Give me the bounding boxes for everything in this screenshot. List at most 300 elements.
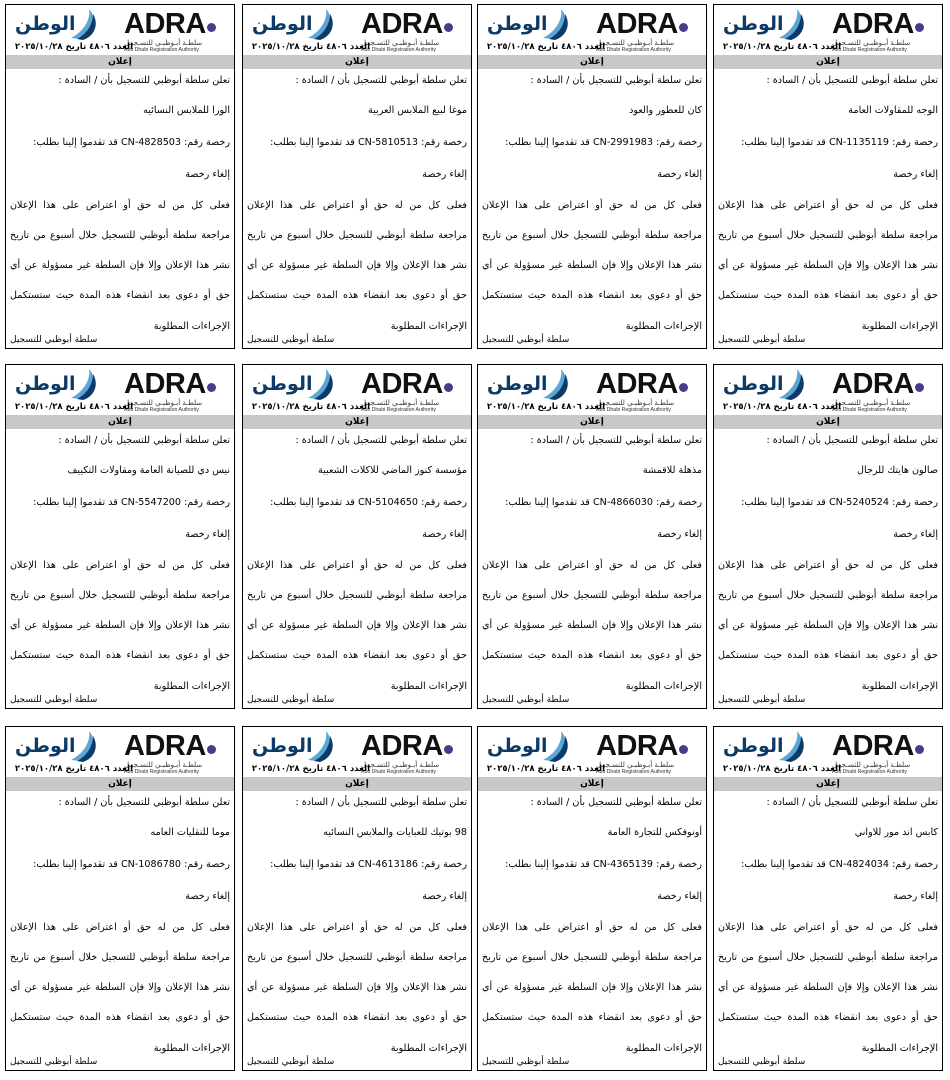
notice-header: [478, 727, 706, 777]
body-line-2: مراجعة سلطة أبوظبي للتسجيل خلال أسبوع من تاريخ: [247, 230, 467, 241]
notice-header: [714, 5, 942, 55]
notice-card-6: [477, 364, 707, 709]
adra-wordmark: ADRA: [596, 730, 678, 762]
alwatan-wordmark: الوطن: [15, 373, 76, 395]
license-number: CN-4828503: [120, 137, 182, 148]
notice-intro: تعلن سلطة أبوظبي للتسجيل بأن / السادة :: [58, 797, 230, 808]
body-line-4: حق أو دعوى بعد انقضاء هذه المدة حيث ستستكمل: [247, 650, 467, 661]
body-line-1: فعلى كل من له حق أو اعتراض على هذا الإعلان: [718, 200, 938, 211]
issue-date: العدد ٤٨٠٦ تاريخ ٢٠٢٥/١٠/٢٨: [14, 42, 133, 52]
license-line: [10, 859, 230, 871]
license-prefix: رخصة رقم:: [892, 137, 938, 148]
body-line-2: مراجعة سلطة أبوظبي للتسجيل خلال أسبوع من تاريخ: [247, 590, 467, 601]
notice-intro: تعلن سلطة أبوظبي للتسجيل بأن / السادة :: [295, 797, 467, 808]
license-number: CN-1086780: [120, 859, 182, 870]
adra-dot-icon: [679, 383, 688, 392]
body-line-2: مراجعة سلطة أبوظبي للتسجيل خلال أسبوع من تاريخ: [247, 952, 467, 963]
adra-logo: [596, 731, 700, 775]
signature: سلطة أبوظبي للتسجيل: [10, 695, 98, 705]
adra-english-name: Abu Dhabi Registration Authority: [832, 407, 907, 413]
body-line-1: فعلى كل من له حق أو اعتراض على هذا الإعلان: [718, 922, 938, 933]
announce-title: إعلان: [243, 55, 471, 69]
body-line-2: مراجعة سلطة أبوظبي للتسجيل خلال أسبوع من تاريخ: [482, 590, 702, 601]
notice-body: [10, 435, 230, 708]
license-number: CN-5104650: [357, 497, 419, 508]
body-line-4: حق أو دعوى بعد انقضاء هذه المدة حيث ستستكمل: [247, 290, 467, 301]
issue-date: العدد ٤٨٠٦ تاريخ ٢٠٢٥/١٠/٢٨: [14, 402, 133, 412]
body-line-5: الإجراءات المطلوبة: [390, 1043, 467, 1054]
license-suffix: قد تقدموا إلينا بطلب:: [741, 137, 826, 148]
request-type: إلغاء رخصة: [657, 169, 702, 180]
body-line-2: مراجعة سلطة أبوظبي للتسجيل خلال أسبوع من تاريخ: [482, 230, 702, 241]
alwatan-logo: [11, 8, 133, 52]
company-name: مؤسسة كنوز الماضي للاكلات الشعبية: [318, 465, 467, 476]
notice-header: [478, 5, 706, 55]
license-prefix: رخصة رقم:: [656, 497, 702, 508]
body-line-3: نشر هذا الإعلان وإلا فإن السلطة غير مسؤولة عن أي: [482, 982, 702, 993]
body-line-2: مراجعة سلطة أبوظبي للتسجيل خلال أسبوع من تاريخ: [718, 230, 938, 241]
body-line-1: فعلى كل من له حق أو اعتراض على هذا الإعلان: [482, 560, 702, 571]
notice-header: [478, 365, 706, 415]
announce-title: إعلان: [714, 55, 942, 69]
license-suffix: قد تقدموا إلينا بطلب:: [505, 497, 590, 508]
license-line: [482, 497, 702, 509]
adra-english-name: Abu Dhabi Registration Authority: [596, 407, 671, 413]
adra-wordmark: ADRA: [596, 8, 678, 40]
body-line-3: نشر هذا الإعلان وإلا فإن السلطة غير مسؤولة عن أي: [247, 260, 467, 271]
license-line: [482, 859, 702, 871]
notice-card-3: [242, 4, 472, 349]
request-type: إلغاء رخصة: [422, 529, 467, 540]
adra-arabic-name: سلطـة أبـوظبـي للتسـجيـل: [124, 39, 203, 47]
alwatan-wordmark: الوطن: [723, 373, 784, 395]
announce-title: إعلان: [478, 415, 706, 429]
license-prefix: رخصة رقم:: [184, 497, 230, 508]
license-number: CN-1135119: [828, 137, 890, 148]
announce-title: إعلان: [6, 55, 234, 69]
signature: سلطة أبوظبي للتسجيل: [482, 335, 570, 345]
body-line-3: نشر هذا الإعلان وإلا فإن السلطة غير مسؤولة عن أي: [10, 620, 230, 631]
body-line-4: حق أو دعوى بعد انقضاء هذه المدة حيث ستستكمل: [10, 1012, 230, 1023]
body-line-1: فعلى كل من له حق أو اعتراض على هذا الإعلان: [482, 200, 702, 211]
request-type: إلغاء رخصة: [185, 891, 230, 902]
notice-header: [714, 365, 942, 415]
license-line: [247, 137, 467, 149]
license-number: CN-2991983: [592, 137, 654, 148]
license-number: CN-4866030: [592, 497, 654, 508]
request-type: إلغاء رخصة: [893, 169, 938, 180]
notice-header: [714, 727, 942, 777]
notice-header: [243, 5, 471, 55]
signature: سلطة أبوظبي للتسجيل: [10, 1057, 98, 1067]
license-suffix: قد تقدموا إلينا بطلب:: [270, 137, 355, 148]
company-name: موغا لبيع الملابس العربية: [368, 105, 467, 116]
adra-dot-icon: [915, 23, 924, 32]
body-line-2: مراجعة سلطة أبوظبي للتسجيل خلال أسبوع من تاريخ: [10, 590, 230, 601]
notice-body: [482, 435, 702, 708]
adra-wordmark: ADRA: [124, 8, 206, 40]
license-suffix: قد تقدموا إلينا بطلب:: [270, 859, 355, 870]
adra-dot-icon: [444, 745, 453, 754]
adra-wordmark: ADRA: [832, 8, 914, 40]
company-name: نيس دي للصيانة العامة ومقاولات التكييف: [67, 465, 230, 476]
license-number: CN-5547200: [120, 497, 182, 508]
adra-dot-icon: [444, 23, 453, 32]
body-line-1: فعلى كل من له حق أو اعتراض على هذا الإعلان: [10, 922, 230, 933]
license-prefix: رخصة رقم:: [656, 137, 702, 148]
issue-date: العدد ٤٨٠٦ تاريخ ٢٠٢٥/١٠/٢٨: [486, 764, 605, 774]
license-line: [247, 859, 467, 871]
signature: سلطة أبوظبي للتسجيل: [247, 335, 335, 345]
notice-body: [718, 75, 938, 348]
alwatan-logo: [719, 8, 841, 52]
adra-dot-icon: [915, 745, 924, 754]
license-prefix: رخصة رقم:: [421, 859, 467, 870]
adra-logo: [596, 369, 700, 413]
notice-card-11: [242, 726, 472, 1071]
announce-title: إعلان: [714, 777, 942, 791]
body-line-5: الإجراءات المطلوبة: [625, 681, 702, 692]
issue-date: العدد ٤٨٠٦ تاريخ ٢٠٢٥/١٠/٢٨: [251, 764, 370, 774]
adra-arabic-name: سلطـة أبـوظبـي للتسـجيـل: [361, 399, 440, 407]
announce-title: إعلان: [6, 777, 234, 791]
notice-card-2: [477, 4, 707, 349]
body-line-5: الإجراءات المطلوبة: [861, 321, 938, 332]
adra-english-name: Abu Dhabi Registration Authority: [361, 769, 436, 775]
body-line-1: فعلى كل من له حق أو اعتراض على هذا الإعلان: [718, 560, 938, 571]
notice-body: [482, 797, 702, 1070]
adra-wordmark: ADRA: [124, 368, 206, 400]
license-line: [10, 497, 230, 509]
body-line-3: نشر هذا الإعلان وإلا فإن السلطة غير مسؤولة عن أي: [10, 982, 230, 993]
adra-english-name: Abu Dhabi Registration Authority: [596, 769, 671, 775]
notice-header: [243, 727, 471, 777]
adra-english-name: Abu Dhabi Registration Authority: [124, 407, 199, 413]
body-line-5: الإجراءات المطلوبة: [390, 321, 467, 332]
issue-date: العدد ٤٨٠٦ تاريخ ٢٠٢٥/١٠/٢٨: [722, 764, 841, 774]
license-suffix: قد تقدموا إلينا بطلب:: [505, 137, 590, 148]
announce-title: إعلان: [478, 55, 706, 69]
body-line-4: حق أو دعوى بعد انقضاء هذه المدة حيث ستستكمل: [482, 650, 702, 661]
request-type: إلغاء رخصة: [422, 891, 467, 902]
body-line-4: حق أو دعوى بعد انقضاء هذه المدة حيث ستستكمل: [718, 1012, 938, 1023]
issue-date: العدد ٤٨٠٦ تاريخ ٢٠٢٥/١٠/٢٨: [251, 402, 370, 412]
alwatan-wordmark: الوطن: [723, 735, 784, 757]
license-line: [10, 137, 230, 149]
body-line-4: حق أو دعوى بعد انقضاء هذه المدة حيث ستستكمل: [482, 290, 702, 301]
alwatan-wordmark: الوطن: [15, 13, 76, 35]
body-line-1: فعلى كل من له حق أو اعتراض على هذا الإعلان: [247, 200, 467, 211]
adra-logo: [124, 369, 228, 413]
alwatan-logo: [248, 368, 370, 412]
body-line-1: فعلى كل من له حق أو اعتراض على هذا الإعلان: [10, 200, 230, 211]
alwatan-logo: [483, 368, 605, 412]
notice-body: [247, 435, 467, 708]
alwatan-wordmark: الوطن: [487, 735, 548, 757]
adra-dot-icon: [679, 23, 688, 32]
alwatan-wordmark: الوطن: [723, 13, 784, 35]
notice-header: [6, 5, 234, 55]
company-name: مذهلة للاقمشة: [642, 465, 702, 476]
company-name: الوجه للمقاولات العامة: [848, 105, 938, 116]
license-number: CN-4365139: [592, 859, 654, 870]
signature: سلطة أبوظبي للتسجيل: [482, 1057, 570, 1067]
notice-header: [6, 727, 234, 777]
body-line-5: الإجراءات المطلوبة: [390, 681, 467, 692]
notice-card-4: [5, 4, 235, 349]
adra-english-name: Abu Dhabi Registration Authority: [124, 47, 199, 53]
issue-date: العدد ٤٨٠٦ تاريخ ٢٠٢٥/١٠/٢٨: [14, 764, 133, 774]
request-type: إلغاء رخصة: [657, 891, 702, 902]
adra-logo: [361, 731, 465, 775]
license-prefix: رخصة رقم:: [421, 497, 467, 508]
adra-logo: [832, 9, 936, 53]
announce-title: إعلان: [243, 777, 471, 791]
adra-wordmark: ADRA: [596, 368, 678, 400]
notice-card-7: [242, 364, 472, 709]
adra-arabic-name: سلطـة أبـوظبـي للتسـجيـل: [596, 399, 675, 407]
request-type: إلغاء رخصة: [185, 529, 230, 540]
adra-logo: [124, 731, 228, 775]
adra-arabic-name: سلطـة أبـوظبـي للتسـجيـل: [124, 761, 203, 769]
body-line-3: نشر هذا الإعلان وإلا فإن السلطة غير مسؤولة عن أي: [482, 620, 702, 631]
notice-intro: تعلن سلطة أبوظبي للتسجيل بأن / السادة :: [766, 435, 938, 446]
adra-logo: [832, 369, 936, 413]
license-prefix: رخصة رقم:: [892, 859, 938, 870]
body-line-3: نشر هذا الإعلان وإلا فإن السلطة غير مسؤولة عن أي: [718, 260, 938, 271]
body-line-5: الإجراءات المطلوبة: [861, 681, 938, 692]
adra-logo: [124, 9, 228, 53]
notice-body: [718, 797, 938, 1070]
adra-dot-icon: [444, 383, 453, 392]
alwatan-logo: [483, 730, 605, 774]
license-number: CN-4824034: [828, 859, 890, 870]
company-name: 98 بوتيك للعبايات والملابس النسائيه: [323, 827, 467, 838]
notice-card-10: [477, 726, 707, 1071]
signature: سلطة أبوظبي للتسجيل: [718, 695, 806, 705]
alwatan-logo: [248, 8, 370, 52]
notice-intro: تعلن سلطة أبوظبي للتسجيل بأن / السادة :: [58, 435, 230, 446]
body-line-3: نشر هذا الإعلان وإلا فإن السلطة غير مسؤولة عن أي: [247, 982, 467, 993]
license-prefix: رخصة رقم:: [656, 859, 702, 870]
license-suffix: قد تقدموا إلينا بطلب:: [33, 859, 118, 870]
notice-intro: تعلن سلطة أبوظبي للتسجيل بأن / السادة :: [530, 797, 702, 808]
announce-title: إعلان: [714, 415, 942, 429]
body-line-4: حق أو دعوى بعد انقضاء هذه المدة حيث ستستكمل: [10, 290, 230, 301]
adra-arabic-name: سلطـة أبـوظبـي للتسـجيـل: [596, 761, 675, 769]
alwatan-wordmark: الوطن: [252, 373, 313, 395]
alwatan-wordmark: الوطن: [252, 13, 313, 35]
adra-logo: [596, 9, 700, 53]
notice-body: [10, 75, 230, 348]
notice-card-1: [713, 4, 943, 349]
alwatan-wordmark: الوطن: [487, 13, 548, 35]
alwatan-wordmark: الوطن: [487, 373, 548, 395]
issue-date: العدد ٤٨٠٦ تاريخ ٢٠٢٥/١٠/٢٨: [722, 42, 841, 52]
alwatan-logo: [248, 730, 370, 774]
body-line-3: نشر هذا الإعلان وإلا فإن السلطة غير مسؤولة عن أي: [718, 620, 938, 631]
adra-english-name: Abu Dhabi Registration Authority: [124, 769, 199, 775]
issue-date: العدد ٤٨٠٦ تاريخ ٢٠٢٥/١٠/٢٨: [486, 42, 605, 52]
notice-body: [247, 75, 467, 348]
signature: سلطة أبوظبي للتسجيل: [247, 1057, 335, 1067]
adra-wordmark: ADRA: [361, 8, 443, 40]
adra-english-name: Abu Dhabi Registration Authority: [832, 47, 907, 53]
license-suffix: قد تقدموا إلينا بطلب:: [505, 859, 590, 870]
adra-english-name: Abu Dhabi Registration Authority: [361, 47, 436, 53]
body-line-1: فعلى كل من له حق أو اعتراض على هذا الإعلان: [10, 560, 230, 571]
alwatan-logo: [11, 730, 133, 774]
request-type: إلغاء رخصة: [893, 891, 938, 902]
alwatan-logo: [11, 368, 133, 412]
adra-arabic-name: سلطـة أبـوظبـي للتسـجيـل: [596, 39, 675, 47]
license-prefix: رخصة رقم:: [184, 859, 230, 870]
body-line-4: حق أو دعوى بعد انقضاء هذه المدة حيث ستستكمل: [10, 650, 230, 661]
adra-arabic-name: سلطـة أبـوظبـي للتسـجيـل: [832, 399, 911, 407]
request-type: إلغاء رخصة: [657, 529, 702, 540]
announce-title: إعلان: [6, 415, 234, 429]
license-prefix: رخصة رقم:: [421, 137, 467, 148]
adra-logo: [361, 369, 465, 413]
body-line-4: حق أو دعوى بعد انقضاء هذه المدة حيث ستستكمل: [718, 650, 938, 661]
body-line-3: نشر هذا الإعلان وإلا فإن السلطة غير مسؤولة عن أي: [718, 982, 938, 993]
notice-intro: تعلن سلطة أبوظبي للتسجيل بأن / السادة :: [295, 75, 467, 86]
adra-dot-icon: [207, 23, 216, 32]
body-line-2: مراجعة سلطة أبوظبي للتسجيل خلال أسبوع من تاريخ: [718, 952, 938, 963]
notice-intro: تعلن سلطة أبوظبي للتسجيل بأن / السادة :: [58, 75, 230, 86]
body-line-3: نشر هذا الإعلان وإلا فإن السلطة غير مسؤولة عن أي: [482, 260, 702, 271]
notice-intro: تعلن سلطة أبوظبي للتسجيل بأن / السادة :: [530, 75, 702, 86]
notice-intro: تعلن سلطة أبوظبي للتسجيل بأن / السادة :: [295, 435, 467, 446]
issue-date: العدد ٤٨٠٦ تاريخ ٢٠٢٥/١٠/٢٨: [722, 402, 841, 412]
adra-dot-icon: [207, 383, 216, 392]
notice-intro: تعلن سلطة أبوظبي للتسجيل بأن / السادة :: [766, 797, 938, 808]
signature: سلطة أبوظبي للتسجيل: [10, 335, 98, 345]
alwatan-logo: [719, 368, 841, 412]
adra-arabic-name: سلطـة أبـوظبـي للتسـجيـل: [832, 39, 911, 47]
notice-body: [718, 435, 938, 708]
body-line-2: مراجعة سلطة أبوظبي للتسجيل خلال أسبوع من تاريخ: [10, 952, 230, 963]
adra-english-name: Abu Dhabi Registration Authority: [361, 407, 436, 413]
signature: سلطة أبوظبي للتسجيل: [718, 1057, 806, 1067]
license-line: [247, 497, 467, 509]
license-number: CN-4613186: [357, 859, 419, 870]
request-type: إلغاء رخصة: [422, 169, 467, 180]
notice-card-5: [713, 364, 943, 709]
body-line-4: حق أو دعوى بعد انقضاء هذه المدة حيث ستستكمل: [247, 1012, 467, 1023]
adra-dot-icon: [915, 383, 924, 392]
adra-english-name: Abu Dhabi Registration Authority: [832, 769, 907, 775]
signature: سلطة أبوظبي للتسجيل: [482, 695, 570, 705]
adra-wordmark: ADRA: [832, 730, 914, 762]
body-line-1: فعلى كل من له حق أو اعتراض على هذا الإعلان: [482, 922, 702, 933]
license-line: [718, 137, 938, 149]
license-line: [718, 859, 938, 871]
signature: سلطة أبوظبي للتسجيل: [718, 335, 806, 345]
alwatan-wordmark: الوطن: [252, 735, 313, 757]
announce-title: إعلان: [478, 777, 706, 791]
license-suffix: قد تقدموا إلينا بطلب:: [33, 137, 118, 148]
license-suffix: قد تقدموا إلينا بطلب:: [741, 497, 826, 508]
license-number: CN-5240524: [828, 497, 890, 508]
notice-body: [10, 797, 230, 1070]
license-line: [718, 497, 938, 509]
signature: سلطة أبوظبي للتسجيل: [247, 695, 335, 705]
notice-header: [6, 365, 234, 415]
license-line: [482, 137, 702, 149]
license-suffix: قد تقدموا إلينا بطلب:: [741, 859, 826, 870]
announce-title: إعلان: [243, 415, 471, 429]
issue-date: العدد ٤٨٠٦ تاريخ ٢٠٢٥/١٠/٢٨: [486, 402, 605, 412]
adra-arabic-name: سلطـة أبـوظبـي للتسـجيـل: [832, 761, 911, 769]
adra-logo: [832, 731, 936, 775]
body-line-2: مراجعة سلطة أبوظبي للتسجيل خلال أسبوع من تاريخ: [10, 230, 230, 241]
alwatan-logo: [719, 730, 841, 774]
adra-wordmark: ADRA: [361, 730, 443, 762]
notice-header: [243, 365, 471, 415]
company-name: كان للعطور والعود: [629, 105, 702, 116]
adra-arabic-name: سلطـة أبـوظبـي للتسـجيـل: [124, 399, 203, 407]
adra-wordmark: ADRA: [361, 368, 443, 400]
alwatan-logo: [483, 8, 605, 52]
body-line-5: الإجراءات المطلوبة: [625, 321, 702, 332]
adra-logo: [361, 9, 465, 53]
license-number: CN-5810513: [357, 137, 419, 148]
notice-body: [482, 75, 702, 348]
company-name: الورا للملابس النسائيه: [143, 105, 230, 116]
adra-english-name: Abu Dhabi Registration Authority: [596, 47, 671, 53]
notice-intro: تعلن سلطة أبوظبي للتسجيل بأن / السادة :: [530, 435, 702, 446]
company-name: كابس اند مور للاواني: [854, 827, 938, 838]
body-line-1: فعلى كل من له حق أو اعتراض على هذا الإعلان: [247, 560, 467, 571]
company-name: صالون هايتك للرجال: [857, 465, 938, 476]
license-prefix: رخصة رقم:: [892, 497, 938, 508]
company-name: أونوفكس للتجارة العامة: [607, 827, 702, 838]
body-line-2: مراجعة سلطة أبوظبي للتسجيل خلال أسبوع من تاريخ: [482, 952, 702, 963]
body-line-5: الإجراءات المطلوبة: [153, 321, 230, 332]
body-line-5: الإجراءات المطلوبة: [625, 1043, 702, 1054]
adra-arabic-name: سلطـة أبـوظبـي للتسـجيـل: [361, 39, 440, 47]
request-type: إلغاء رخصة: [893, 529, 938, 540]
notice-card-8: [5, 364, 235, 709]
body-line-5: الإجراءات المطلوبة: [153, 1043, 230, 1054]
body-line-1: فعلى كل من له حق أو اعتراض على هذا الإعلان: [247, 922, 467, 933]
license-suffix: قد تقدموا إلينا بطلب:: [33, 497, 118, 508]
adra-arabic-name: سلطـة أبـوظبـي للتسـجيـل: [361, 761, 440, 769]
notice-card-9: [713, 726, 943, 1071]
notice-body: [247, 797, 467, 1070]
license-suffix: قد تقدموا إلينا بطلب:: [270, 497, 355, 508]
adra-wordmark: ADRA: [124, 730, 206, 762]
adra-dot-icon: [679, 745, 688, 754]
license-prefix: رخصة رقم:: [184, 137, 230, 148]
body-line-5: الإجراءات المطلوبة: [153, 681, 230, 692]
notice-intro: تعلن سلطة أبوظبي للتسجيل بأن / السادة :: [766, 75, 938, 86]
body-line-3: نشر هذا الإعلان وإلا فإن السلطة غير مسؤولة عن أي: [10, 260, 230, 271]
body-line-4: حق أو دعوى بعد انقضاء هذه المدة حيث ستستكمل: [718, 290, 938, 301]
alwatan-wordmark: الوطن: [15, 735, 76, 757]
issue-date: العدد ٤٨٠٦ تاريخ ٢٠٢٥/١٠/٢٨: [251, 42, 370, 52]
notice-card-12: [5, 726, 235, 1071]
company-name: موما للنقليات العامه: [150, 827, 230, 838]
body-line-3: نشر هذا الإعلان وإلا فإن السلطة غير مسؤولة عن أي: [247, 620, 467, 631]
body-line-4: حق أو دعوى بعد انقضاء هذه المدة حيث ستستكمل: [482, 1012, 702, 1023]
body-line-5: الإجراءات المطلوبة: [861, 1043, 938, 1054]
adra-wordmark: ADRA: [832, 368, 914, 400]
request-type: إلغاء رخصة: [185, 169, 230, 180]
body-line-2: مراجعة سلطة أبوظبي للتسجيل خلال أسبوع من تاريخ: [718, 590, 938, 601]
adra-dot-icon: [207, 745, 216, 754]
